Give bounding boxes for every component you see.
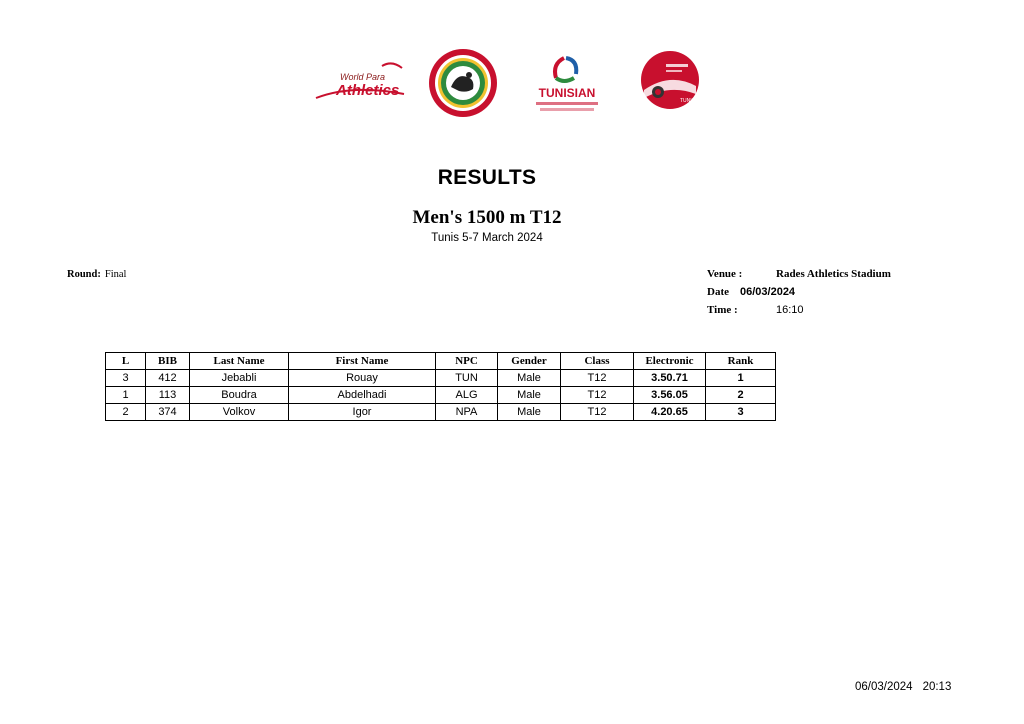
date-value: 06/03/2024 bbox=[740, 286, 796, 298]
round-value: Final bbox=[104, 269, 127, 280]
table-header-row bbox=[106, 353, 776, 370]
round-info bbox=[67, 269, 126, 280]
cell-rank: 2 bbox=[706, 387, 776, 404]
cell-electronic: 3.50.71 bbox=[634, 370, 706, 387]
tunis-grand-prix-logo bbox=[636, 50, 704, 112]
ring-emblem-icon bbox=[427, 47, 499, 119]
tunisian-paralympic-logo bbox=[530, 50, 602, 116]
event-title: Men's 1500 m T12 bbox=[412, 207, 562, 228]
cell-lane: 1 bbox=[106, 387, 146, 404]
cell-last-name: Jebabli bbox=[190, 370, 289, 387]
col-header-last-name: Last Name bbox=[190, 353, 289, 370]
cell-class: T12 bbox=[561, 404, 634, 421]
cell-rank: 3 bbox=[706, 404, 776, 421]
logo-strip bbox=[0, 44, 1024, 118]
page-title: RESULTS bbox=[437, 166, 537, 189]
venue-value: Rades Athletics Stadium bbox=[776, 268, 891, 280]
col-header-rank: Rank bbox=[706, 353, 776, 370]
cell-gender: Male bbox=[498, 387, 561, 404]
cell-rank: 1 bbox=[706, 370, 776, 387]
cell-gender: Male bbox=[498, 370, 561, 387]
time-value: 16:10 bbox=[776, 304, 804, 316]
cell-bib: 412 bbox=[146, 370, 190, 387]
col-header-lane: L bbox=[106, 353, 146, 370]
results-table bbox=[105, 352, 776, 421]
date-label: Date bbox=[707, 286, 729, 298]
tunisian-subtitle-line-2 bbox=[540, 108, 594, 111]
cell-bib: 374 bbox=[146, 404, 190, 421]
wpa-line1: World Para bbox=[340, 72, 386, 82]
cell-first-name: Rouay bbox=[289, 370, 436, 387]
cell-last-name: Volkov bbox=[190, 404, 289, 421]
grand-prix-emblem-icon bbox=[636, 50, 704, 112]
tunis-logo-text: TUNIS bbox=[680, 98, 695, 104]
round-label: Round: bbox=[67, 269, 101, 280]
cell-npc: ALG bbox=[436, 387, 498, 404]
cell-lane: 3 bbox=[106, 370, 146, 387]
wpa-line2: Athletics bbox=[336, 82, 400, 99]
footer-date: 06/03/2024 bbox=[855, 681, 913, 693]
footer-time: 20:13 bbox=[922, 681, 952, 693]
tunisia-ring-emblem-logo bbox=[427, 47, 499, 119]
time-label: Time : bbox=[707, 304, 738, 316]
event-dates: Tunis 5-7 March 2024 bbox=[431, 232, 543, 244]
cell-npc: TUN bbox=[436, 370, 498, 387]
print-timestamp bbox=[855, 681, 951, 693]
tunisian-subtitle-line bbox=[536, 102, 598, 105]
venue-label: Venue : bbox=[707, 268, 743, 280]
cell-electronic: 4.20.65 bbox=[634, 404, 706, 421]
cell-lane: 2 bbox=[106, 404, 146, 421]
col-header-electronic: Electronic bbox=[634, 353, 706, 370]
tunisian-word: TUNISIAN bbox=[538, 86, 596, 100]
col-header-bib: BIB bbox=[146, 353, 190, 370]
col-header-npc: NPC bbox=[436, 353, 498, 370]
cell-npc: NPA bbox=[436, 404, 498, 421]
cell-first-name: Abdelhadi bbox=[289, 387, 436, 404]
agitos-icon bbox=[530, 50, 602, 86]
col-header-class: Class bbox=[561, 353, 634, 370]
cell-class: T12 bbox=[561, 387, 634, 404]
table-row bbox=[106, 387, 776, 404]
cell-class: T12 bbox=[561, 370, 634, 387]
col-header-gender: Gender bbox=[498, 353, 561, 370]
table-row bbox=[106, 370, 776, 387]
cell-electronic: 3.56.05 bbox=[634, 387, 706, 404]
cell-bib: 113 bbox=[146, 387, 190, 404]
cell-last-name: Boudra bbox=[190, 387, 289, 404]
cell-first-name: Igor bbox=[289, 404, 436, 421]
table-row bbox=[106, 404, 776, 421]
world-para-athletics-logo bbox=[312, 54, 408, 106]
col-header-first-name: First Name bbox=[289, 353, 436, 370]
cell-gender: Male bbox=[498, 404, 561, 421]
